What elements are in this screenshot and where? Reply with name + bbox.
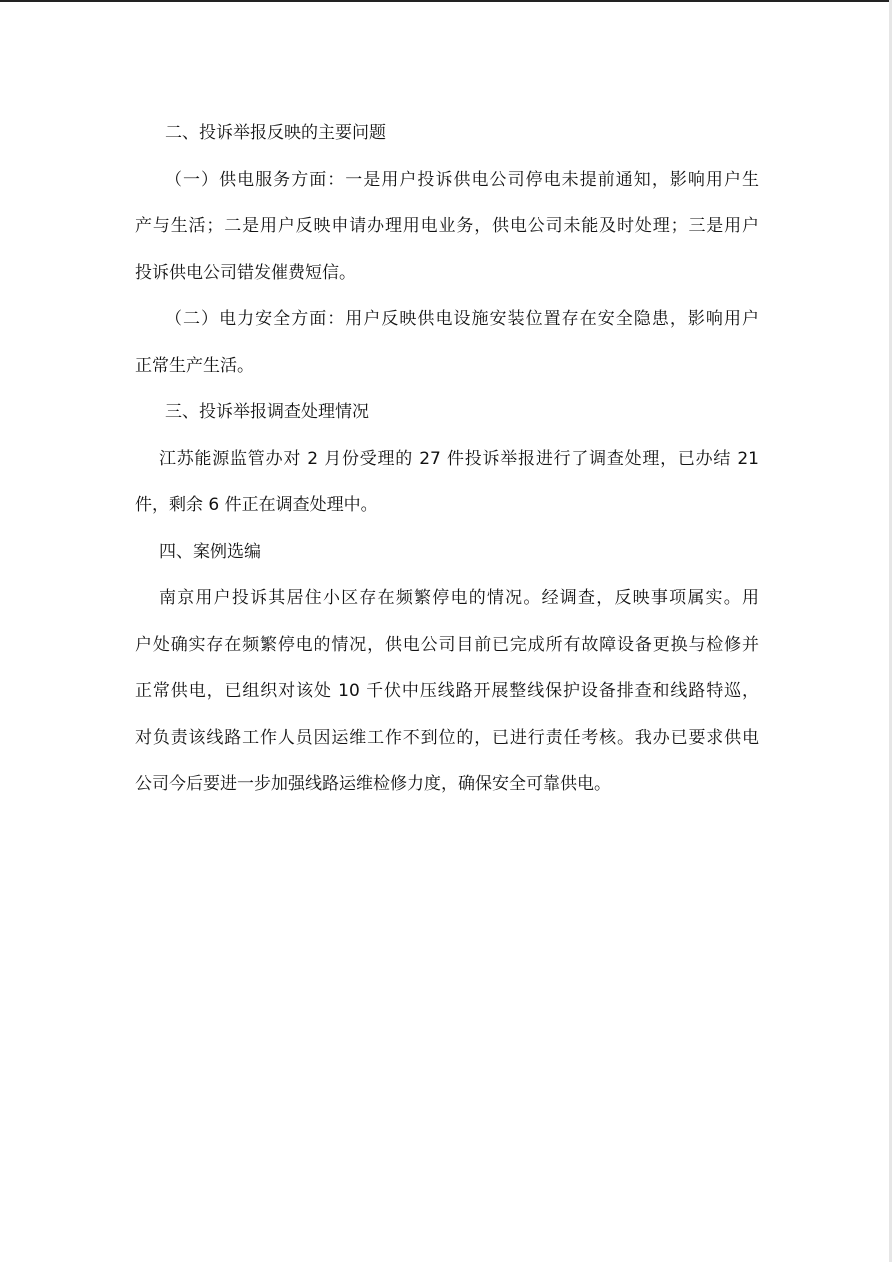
paragraph-case-line-5: 公司今后要进一步加强线路运维检修力度，确保安全可靠供电。 (135, 774, 611, 794)
paragraph-case-line-3: 正常供电，已组织对该处 10 千伏中压线路开展整线保护设备排查和线路特巡， (135, 681, 759, 701)
paragraph-investigation-line-2: 件，剩余 6 件正在调查处理中。 (135, 495, 378, 515)
paragraph-case-line-1: 南京用户投诉其居住小区存在频繁停电的情况。经调查，反映事项属实。用 (159, 588, 759, 608)
paragraph-case-line-4: 对负责该线路工作人员因运维工作不到位的，已进行责任考核。我办已要求供电 (135, 727, 759, 748)
paragraph-power-service-line-3: 投诉供电公司错发催费短信。 (135, 262, 356, 283)
paragraph-power-service-line-1: （一）供电服务方面：一是用户投诉供电公司停电未提前通知，影响用户生 (165, 169, 759, 190)
paragraph-power-service-line-2: 产与生活；二是用户反映申请办理用电业务，供电公司未能及时处理；三是用户 (135, 216, 759, 236)
section-heading-main-issues: 二、投诉举报反映的主要问题 (165, 123, 386, 143)
paragraph-power-safety-line-1: （二）电力安全方面：用户反映供电设施安装位置存在安全隐患，影响用户 (165, 309, 759, 329)
page-top-border (0, 0, 892, 2)
paragraph-case-line-2: 户处确实存在频繁停电的情况，供电公司目前已完成所有故障设备更换与检修并 (135, 634, 759, 655)
section-heading-investigation: 三、投诉举报调查处理情况 (165, 402, 369, 422)
paragraph-power-safety-line-2: 正常生产生活。 (135, 355, 254, 376)
paragraph-investigation-line-1: 江苏能源监管办对 2 月份受理的 27 件投诉举报进行了调查处理，已办结 21 (159, 448, 759, 469)
document-page (135, 110, 759, 808)
section-heading-case-selection: 四、案例选编 (159, 541, 261, 562)
